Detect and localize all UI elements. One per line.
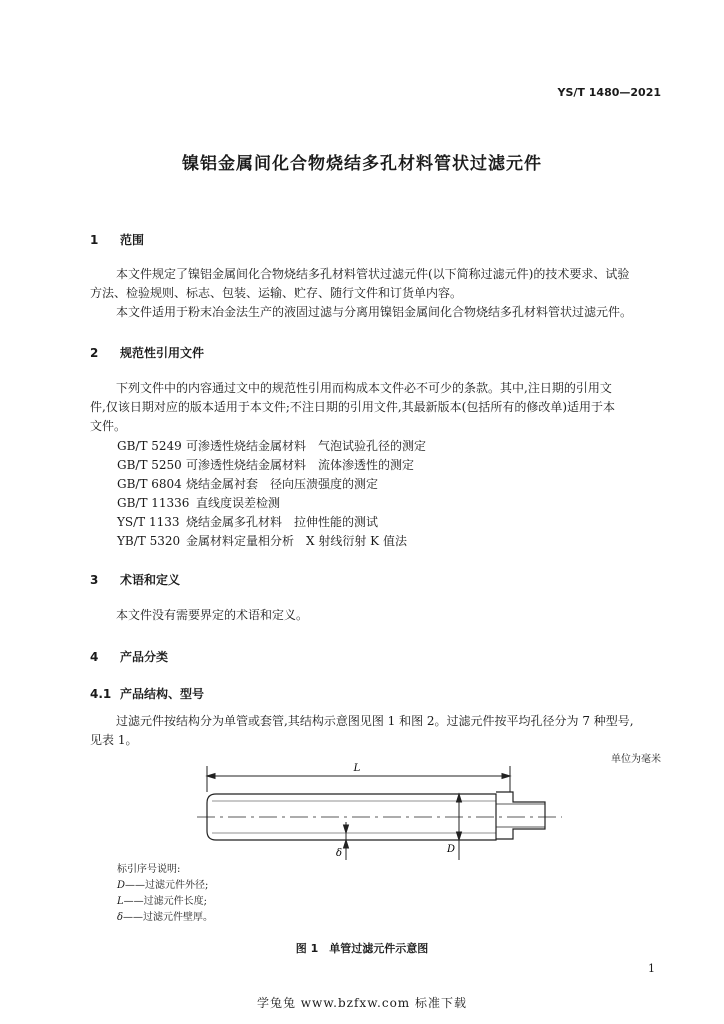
text-line: 本文件适用于粉末冶金法生产的液固过滤与分离用镍铝金属间化合物烧结多孔材料管状过滤元件。 [116,305,633,319]
section-number: 1 [90,233,99,247]
legend-text: ——过滤元件外径; [125,880,209,891]
arrowhead [344,825,349,833]
reference-title: 金属材料定量相分析 X 射线衍射 K 值法 [186,534,407,548]
section-title: 规范性引用文件 [120,346,205,360]
section-number: 2 [90,346,99,360]
footer-watermark: 学兔兔 www.bzfxw.com 标准下载 [256,996,468,1010]
reference-title: 烧结金属衬套 径向压溃强度的测定 [186,477,379,491]
text-line: 见表 1。 [90,733,138,747]
text-line: 本文件规定了镍铝金属间化合物烧结多孔材料管状过滤元件(以下简称过滤元件)的技术要求、试验 [116,267,630,281]
reference-code: GB/T 5250 [117,458,182,472]
legend-item [117,878,213,894]
section-title: 产品结构、型号 [120,687,205,701]
text-line: 方法、检验规则、标志、包装、运输、贮存、随行文件和订货单内容。 [90,286,463,300]
text-line: 文件。 [90,419,127,433]
dim-label-L: L [353,763,361,774]
reference-code: YS/T 1133 [117,515,180,529]
dim-label-D: D [446,844,455,855]
document-title: 镍铝金属间化合物烧结多孔材料管状过滤元件 [182,154,542,174]
legend-symbol: L [117,896,124,907]
section-number: 3 [90,573,99,587]
reference-code: GB/T 5249 [117,439,182,453]
arrowhead [457,832,462,840]
paragraph: 本文件没有需要界定的术语和定义。 [116,608,309,622]
text-line: 件,仅该日期对应的版本适用于本文件;不注日期的引用文件,其最新版本(包括所有的修改单)适用于本 [90,400,616,414]
page-number: 1 [648,962,655,975]
unit-note: 单位为毫米 [611,754,661,765]
legend-text: ——过滤元件壁厚。 [123,912,214,923]
section-title: 术语和定义 [120,573,181,587]
reference-title: 直线度误差检测 [196,496,281,510]
reference-title: 可渗透性烧结金属材料 流体渗透性的测定 [186,458,415,472]
standard-number: YS/T 1480—2021 [557,86,661,99]
arrowhead [207,774,215,779]
legend-title: 标引序号说明: [117,864,181,875]
arrowhead [457,794,462,802]
section-number: 4.1 [90,687,112,701]
text-line: 下列文件中的内容通过文中的规范性引用而构成本文件必不可少的条款。其中,注日期的引用文 [116,381,612,395]
dim-label-delta: δ [335,848,342,859]
figure-legend [117,862,213,926]
tube-connector [496,792,545,839]
legend-item [117,894,213,910]
reference-title: 烧结金属多孔材料 拉伸性能的测试 [186,515,379,529]
arrowhead [502,774,510,779]
figure-caption: 图 1 单管过滤元件示意图 [295,942,429,955]
reference-code: YB/T 5320 [117,534,181,548]
reference-code: GB/T 6804 [117,477,182,491]
text-line: 过滤元件按结构分为单管或套管,其结构示意图见图 1 和图 2。过滤元件按平均孔径分为 7 种型号, [116,714,634,728]
legend-symbol: D [117,880,126,891]
reference-code: GB/T 11336 [117,496,190,510]
section-title: 范围 [120,233,145,247]
arrowhead [344,840,349,848]
legend-item [117,910,213,926]
section-title: 产品分类 [120,650,169,664]
legend-text: ——过滤元件长度; [123,896,208,907]
reference-title: 可渗透性烧结金属材料 气泡试验孔径的测定 [186,439,427,453]
legend-symbol: δ [117,912,124,923]
section-number: 4 [90,650,99,664]
